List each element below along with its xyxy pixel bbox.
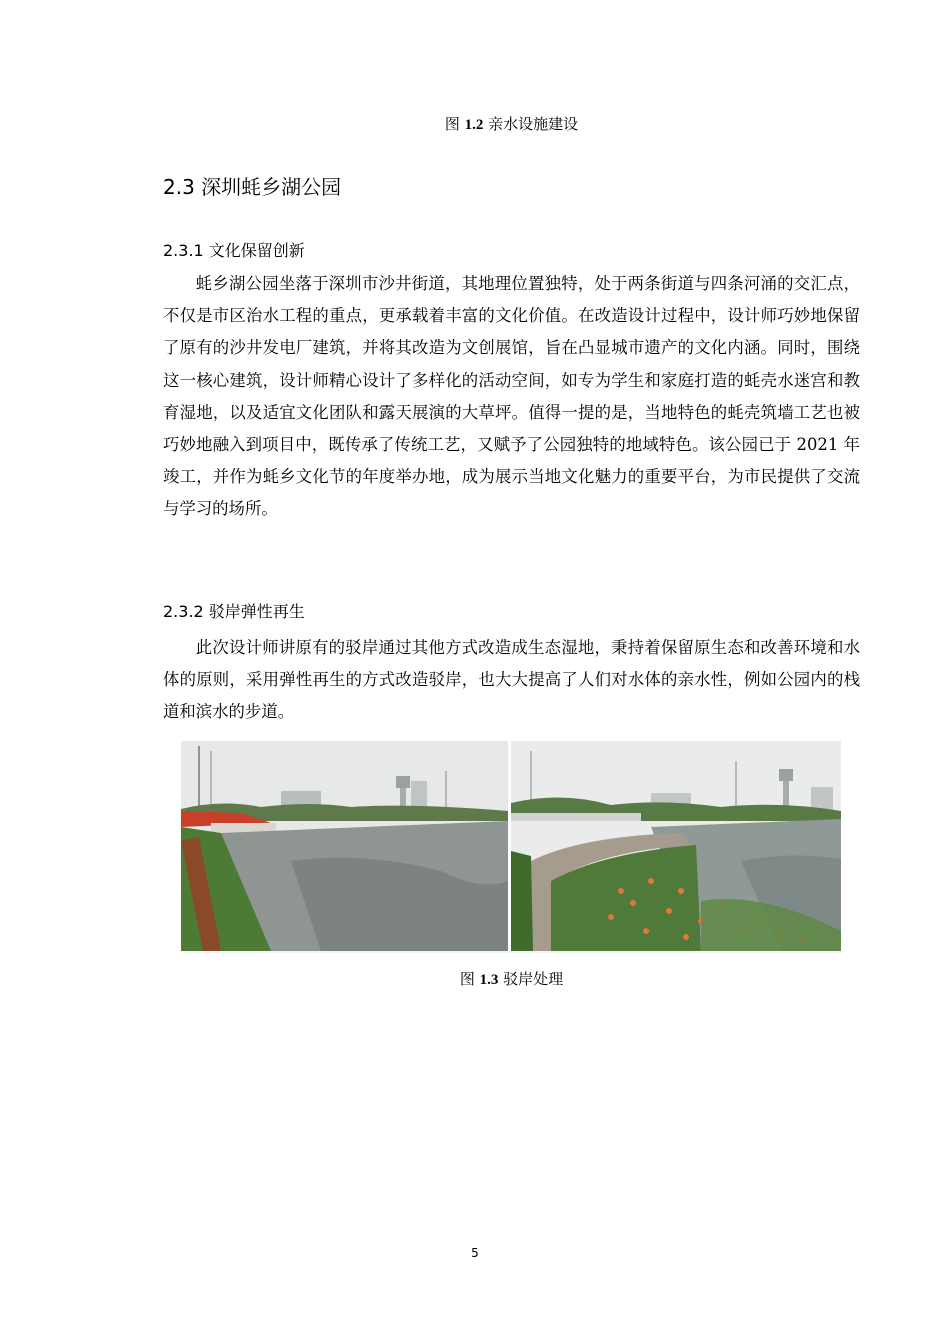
subsection-2-3-1-heading: 2.3.1 文化保留创新 [163, 241, 305, 260]
figure-1-2-label: 图 [444, 115, 460, 133]
figure-1-3-title: 驳岸处理 [503, 970, 564, 988]
figure-1-3-label: 图 [459, 970, 475, 988]
section-2-3-heading: 2.3 深圳蚝乡湖公园 [163, 175, 342, 199]
revetment-photos [181, 741, 841, 953]
revetment-photos-svg [181, 741, 841, 953]
photo-before-renovation [181, 741, 508, 951]
photo-after-renovation [511, 741, 841, 951]
subsection-2-3-2-paragraph: 此次设计师讲原有的驳岸通过其他方式改造成生态湿地，秉持着保留原生态和改善环境和水体的原则，采用弹性再生的方式改造驳岸，也大大提高了人们对水体的亲水性，例如公园内的栈道和滨水的步道。 [163, 638, 860, 722]
figure-1-2-caption [163, 114, 860, 135]
subsection-2-3-2-heading: 2.3.2 驳岸弹性再生 [163, 602, 305, 621]
page-number: 5 [471, 1246, 479, 1260]
figure-1-2-title: 亲水设施建设 [488, 115, 579, 133]
figure-1-3-number: 1.3 [479, 972, 499, 988]
figure-1-3-caption [163, 969, 860, 990]
figure-1-2-number: 1.2 [464, 117, 484, 133]
subsection-2-3-1-paragraph: 蚝乡湖公园坐落于深圳市沙井街道，其地理位置独特，处于两条街道与四条河涌的交汇点，不仅是市区治水工程的重点，更承载着丰富的文化价值。在改造设计过程中，设计师巧妙地保留了原有的沙井发电厂建筑，并将其改造为文创展馆，旨在凸显城市遗产的文化内涵。同时，围绕这一核心建筑，设计师精心设计了多样化的活动空间，如专为学生和家庭打造的蚝壳水迷宫和教育湿地，以及适宜文化团队和露天展演的大草坪。值得一提的是，当地特色的蚝壳筑墙工艺也被巧妙地融入到项目中，既传承了传统工艺，又赋予了公园独特的地域特色。该公园已于 2021 年竣工，并作为蚝乡文化节的年度举办地，成为展示当地文化魅力的重要平台，为市民提供了交流与学习的场所。 [163, 274, 860, 519]
